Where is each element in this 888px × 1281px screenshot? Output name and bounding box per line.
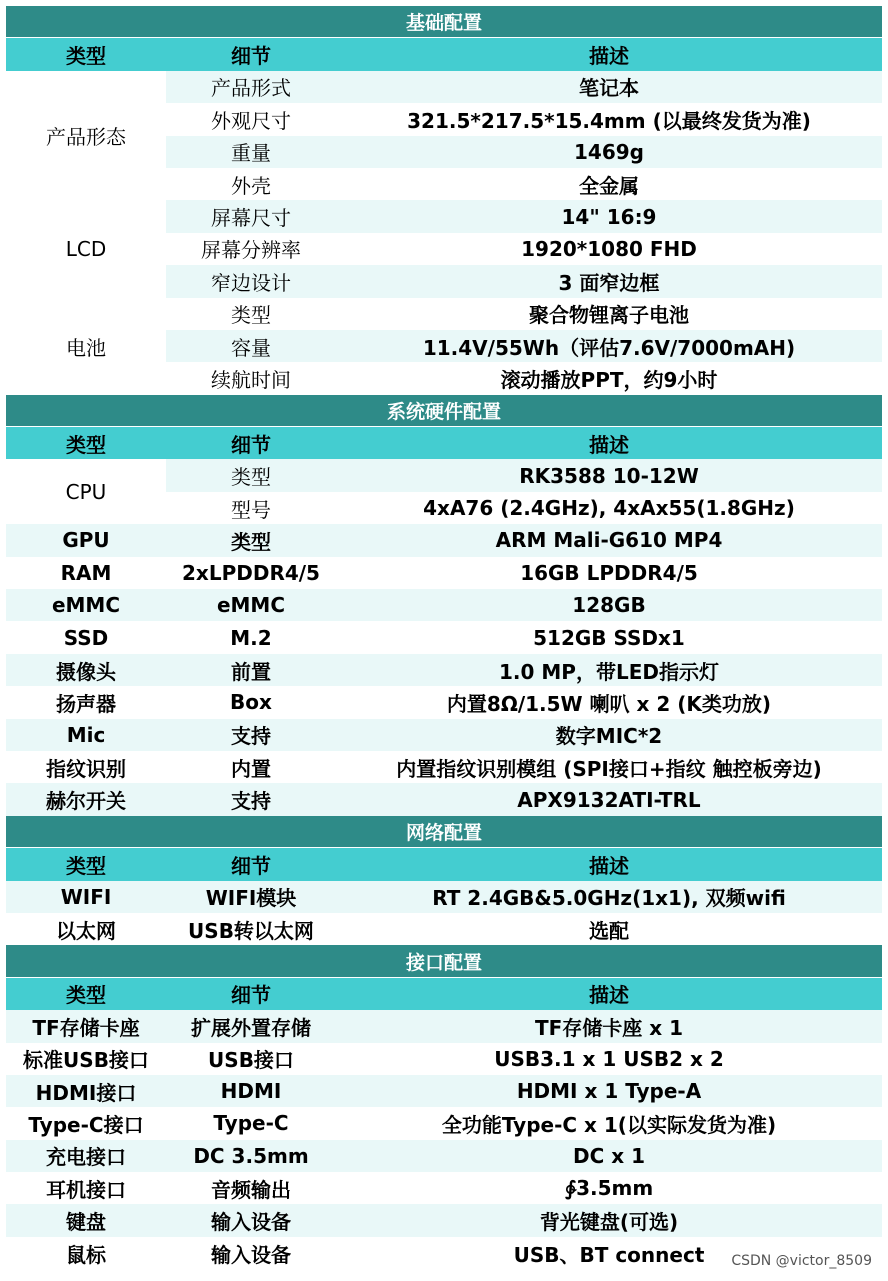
section-title: 系统硬件配置 bbox=[6, 395, 882, 427]
section-title: 基础配置 bbox=[6, 6, 882, 38]
group-type-cell: 电池 bbox=[66, 335, 106, 360]
description-cell: 1.0 MP，带LED指示灯 bbox=[499, 659, 719, 684]
header-cell: 描述 bbox=[589, 983, 629, 1008]
header-cell: 细节 bbox=[231, 44, 271, 69]
detail-cell: 窄边设计 bbox=[211, 270, 291, 295]
row-group bbox=[6, 71, 882, 201]
table-row bbox=[6, 621, 882, 653]
detail-cell: Type-C bbox=[213, 1111, 289, 1136]
description-cell: 16GB LPDDR4/5 bbox=[520, 560, 698, 585]
table-row bbox=[166, 362, 882, 394]
description-cell: 滚动播放PPT，约9小时 bbox=[500, 367, 718, 392]
row-group bbox=[6, 459, 882, 524]
description-cell: 321.5*217.5*15.4mm (以最终发货为准) bbox=[407, 108, 811, 133]
description-cell: 数字MIC*2 bbox=[555, 724, 663, 749]
description-cell: HDMI x 1 Type-A bbox=[516, 1079, 702, 1104]
type-cell: 键盘 bbox=[66, 1210, 106, 1235]
table-row bbox=[6, 751, 882, 783]
table-row bbox=[6, 1010, 882, 1042]
table-row bbox=[166, 492, 882, 524]
table-row bbox=[166, 103, 882, 135]
detail-cell: WIFI模块 bbox=[205, 886, 297, 911]
description-cell: 全金属 bbox=[579, 173, 639, 198]
table-row bbox=[6, 1204, 882, 1236]
section-title: 网络配置 bbox=[6, 816, 882, 848]
header-cell: 描述 bbox=[589, 853, 629, 878]
header-cell: 类型 bbox=[66, 432, 106, 457]
description-cell: 笔记本 bbox=[579, 76, 639, 101]
description-cell: APX9132ATI-TRL bbox=[517, 787, 701, 812]
description-cell: ∲3.5mm bbox=[564, 1176, 654, 1201]
row-group bbox=[6, 298, 882, 395]
table-row bbox=[6, 913, 882, 945]
detail-cell: 容量 bbox=[231, 335, 271, 360]
description-cell: 内置8Ω/1.5W 喇叭 x 2 (K类功放) bbox=[446, 691, 772, 716]
table-row bbox=[6, 589, 882, 621]
table-row bbox=[6, 557, 882, 589]
table-row bbox=[166, 200, 882, 232]
description-cell: TF存储卡座 x 1 bbox=[534, 1015, 684, 1040]
table-row bbox=[6, 881, 882, 913]
detail-cell: DC 3.5mm bbox=[193, 1143, 309, 1168]
detail-cell: 外壳 bbox=[231, 173, 271, 198]
description-cell: USB、BT connect bbox=[513, 1242, 705, 1267]
table-row bbox=[6, 654, 882, 686]
description-cell: 聚合物锂离子电池 bbox=[529, 303, 689, 328]
detail-cell: Box bbox=[230, 690, 272, 715]
detail-cell: eMMC bbox=[216, 593, 286, 618]
type-cell: 充电接口 bbox=[46, 1145, 126, 1170]
detail-cell: 型号 bbox=[231, 497, 271, 522]
group-type-cell: 产品形态 bbox=[46, 125, 126, 150]
description-cell: 内置指纹识别模组 (SPI接口+指纹 触控板旁边) bbox=[396, 756, 822, 781]
description-cell: 1920*1080 FHD bbox=[521, 236, 697, 261]
detail-cell: 外观尺寸 bbox=[211, 108, 291, 133]
description-cell: USB3.1 x 1 USB2 x 2 bbox=[494, 1046, 724, 1071]
section-title: 接口配置 bbox=[6, 945, 882, 977]
description-cell: ARM Mali-G610 MP4 bbox=[495, 528, 723, 553]
group-rows bbox=[166, 200, 882, 297]
detail-cell: HDMI bbox=[220, 1079, 282, 1104]
watermark: CSDN @victor_8509 bbox=[731, 1253, 872, 1269]
table-row bbox=[6, 783, 882, 815]
table-row bbox=[166, 233, 882, 265]
table-row bbox=[6, 1075, 882, 1107]
type-cell: 以太网 bbox=[56, 918, 116, 943]
table-row bbox=[166, 330, 882, 362]
type-cell: eMMC bbox=[51, 593, 121, 618]
table-row bbox=[6, 1107, 882, 1139]
type-cell: 赫尔开关 bbox=[46, 789, 126, 814]
table-row bbox=[166, 71, 882, 103]
detail-cell: 类型 bbox=[231, 529, 271, 554]
type-cell: Mic bbox=[66, 722, 106, 747]
detail-cell: USB接口 bbox=[208, 1048, 294, 1073]
detail-cell: 音频输出 bbox=[211, 1177, 291, 1202]
type-cell: 扬声器 bbox=[56, 691, 116, 716]
description-cell: 3 面窄边框 bbox=[558, 270, 660, 295]
table-row bbox=[166, 298, 882, 330]
table-row bbox=[166, 459, 882, 491]
detail-cell: USB转以太网 bbox=[188, 918, 314, 943]
header-cell: 细节 bbox=[231, 432, 271, 457]
table-header-row bbox=[6, 427, 882, 459]
description-cell: 背光键盘(可选) bbox=[539, 1210, 679, 1235]
detail-cell: 类型 bbox=[231, 465, 271, 490]
group-type-cell: CPU bbox=[65, 479, 107, 504]
description-cell: 4xA76 (2.4GHz), 4xAx55(1.8GHz) bbox=[423, 496, 795, 521]
description-cell: 1469g bbox=[574, 139, 644, 164]
table-row bbox=[166, 168, 882, 200]
detail-cell: 扩展外置存储 bbox=[191, 1015, 311, 1040]
detail-cell: 前置 bbox=[231, 659, 271, 684]
group-rows bbox=[166, 298, 882, 395]
header-cell: 描述 bbox=[589, 432, 629, 457]
description-cell: 11.4V/55Wh（评估7.6V/7000mAH) bbox=[422, 335, 796, 360]
table-row bbox=[166, 136, 882, 168]
type-cell: 指纹识别 bbox=[46, 756, 126, 781]
type-cell: HDMI接口 bbox=[35, 1080, 137, 1105]
description-cell: RT 2.4GB&5.0GHz(1x1), 双频wifi bbox=[432, 886, 786, 911]
header-cell: 类型 bbox=[66, 853, 106, 878]
row-group bbox=[6, 200, 882, 297]
description-cell: DC x 1 bbox=[572, 1143, 646, 1168]
description-cell: RK3588 10-12W bbox=[519, 463, 699, 488]
type-cell: RAM bbox=[60, 560, 112, 585]
header-cell: 描述 bbox=[589, 44, 629, 69]
type-cell: GPU bbox=[62, 528, 110, 553]
detail-cell: 类型 bbox=[231, 303, 271, 328]
table-row bbox=[6, 1172, 882, 1204]
description-cell: 128GB bbox=[572, 593, 646, 618]
table-row bbox=[6, 686, 882, 718]
header-cell: 细节 bbox=[231, 853, 271, 878]
detail-cell: 支持 bbox=[231, 789, 271, 814]
description-cell: 全功能Type-C x 1(以实际发货为准) bbox=[441, 1112, 777, 1137]
table-row bbox=[6, 1140, 882, 1172]
detail-cell: 输入设备 bbox=[211, 1210, 291, 1235]
type-cell: Type-C接口 bbox=[28, 1112, 144, 1137]
type-cell: 标准USB接口 bbox=[23, 1048, 149, 1073]
group-type-cell: LCD bbox=[65, 236, 107, 261]
type-cell: 鼠标 bbox=[66, 1242, 106, 1267]
table-row bbox=[6, 1043, 882, 1075]
detail-cell: M.2 bbox=[230, 625, 272, 650]
table-row bbox=[166, 265, 882, 297]
detail-cell: 产品形式 bbox=[211, 76, 291, 101]
detail-cell: 重量 bbox=[231, 141, 271, 166]
detail-cell: 续航时间 bbox=[211, 367, 291, 392]
table-header-row bbox=[6, 978, 882, 1010]
type-cell: WIFI bbox=[60, 884, 112, 909]
table-header-row bbox=[6, 38, 882, 70]
spec-table bbox=[6, 6, 882, 1269]
description-cell: 选配 bbox=[589, 918, 629, 943]
type-cell: 摄像头 bbox=[56, 659, 116, 684]
detail-cell: 2xLPDDR4/5 bbox=[182, 560, 320, 585]
description-cell: 14" 16:9 bbox=[561, 204, 657, 229]
detail-cell: 屏幕尺寸 bbox=[211, 206, 291, 231]
type-cell: 耳机接口 bbox=[46, 1177, 126, 1202]
header-cell: 类型 bbox=[66, 44, 106, 69]
table-header-row bbox=[6, 848, 882, 880]
table-row bbox=[6, 524, 882, 556]
type-cell: SSD bbox=[63, 625, 109, 650]
detail-cell: 输入设备 bbox=[211, 1242, 291, 1267]
detail-cell: 支持 bbox=[231, 724, 271, 749]
group-rows bbox=[166, 71, 882, 201]
table-row bbox=[6, 719, 882, 751]
header-cell: 细节 bbox=[231, 983, 271, 1008]
detail-cell: 内置 bbox=[231, 756, 271, 781]
description-cell: 512GB SSDx1 bbox=[533, 625, 685, 650]
detail-cell: 屏幕分辨率 bbox=[201, 238, 301, 263]
group-rows bbox=[166, 459, 882, 524]
type-cell: TF存储卡座 bbox=[32, 1015, 140, 1040]
header-cell: 类型 bbox=[66, 983, 106, 1008]
